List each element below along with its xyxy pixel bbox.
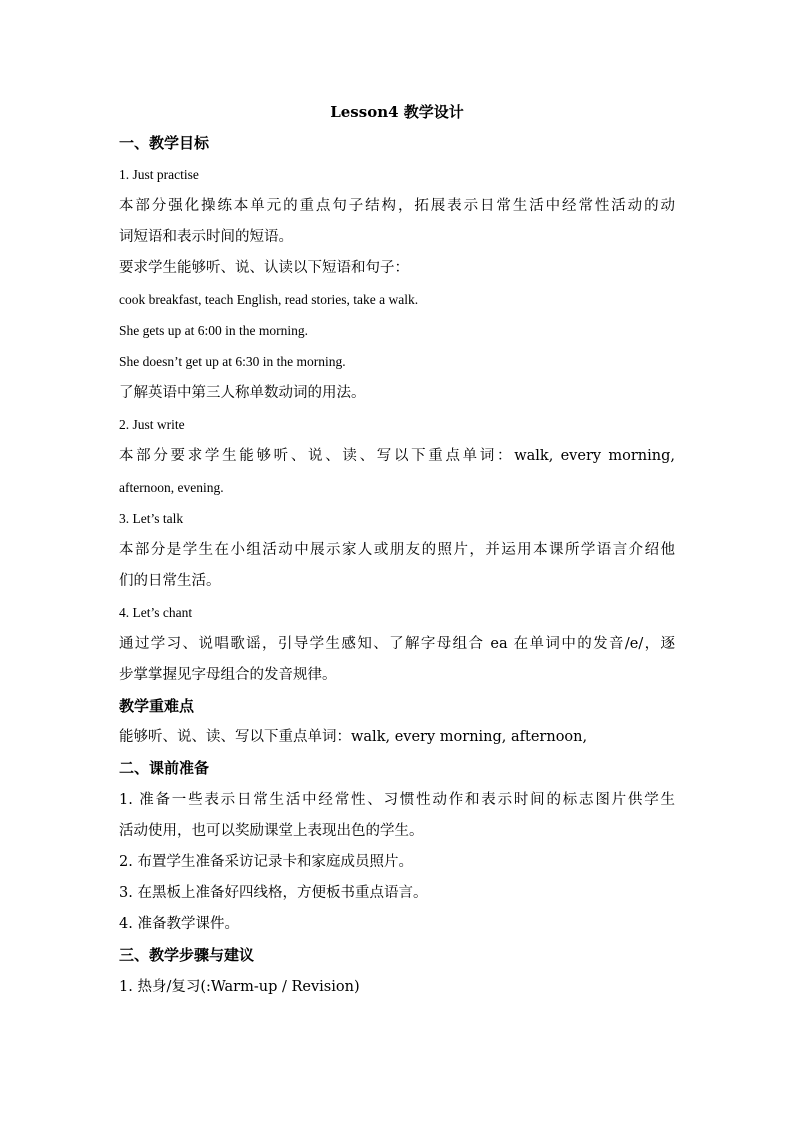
list-item: 1. 热身/复习(:Warm-up / Revision) bbox=[119, 979, 360, 995]
paragraph-line: 步掌掌握见字母组合的发音规律。 bbox=[119, 667, 337, 683]
document-title: Lesson4 教学设计 bbox=[330, 103, 464, 121]
paragraph-line: 通过学习、说唱歌谣，引导学生感知、了解字母组合 ea 在单词中的发音/e/，逐 bbox=[119, 636, 675, 652]
subheading-lets-talk: 3. Let’s talk bbox=[119, 511, 184, 526]
example-sentence: She gets up at 6:00 in the morning. bbox=[119, 323, 308, 338]
section-heading-objectives: 一、教学目标 bbox=[119, 134, 210, 152]
subheading-just-practise: 1. Just practise bbox=[119, 167, 199, 182]
phrase-list: cook breakfast, teach English, read stories, take a walk. bbox=[119, 292, 419, 307]
list-item: 4. 准备教学课件。 bbox=[119, 916, 239, 932]
list-item-continuation: 活动使用，也可以奖励课堂上表现出色的学生。 bbox=[119, 823, 424, 839]
example-sentence: She doesn’t get up at 6:30 in the morning. bbox=[119, 354, 346, 369]
paragraph-line: 们的日常生活。 bbox=[119, 573, 221, 589]
section-heading-steps: 三、教学步骤与建议 bbox=[119, 946, 255, 964]
section-heading-preparation: 二、课前准备 bbox=[119, 759, 210, 777]
subheading-lets-chant: 4. Let’s chant bbox=[119, 605, 193, 620]
section-heading-key-points: 教学重难点 bbox=[119, 697, 195, 715]
paragraph-line: 能够听、说、读、写以下重点单词：walk, every morning, afternoon, bbox=[119, 729, 588, 745]
paragraph-line: 本部分是学生在小组活动中展示家人或朋友的照片，并运用本课所学语言介绍他 bbox=[119, 542, 675, 558]
paragraph-line: 本部分强化操练本单元的重点句子结构，拓展表示日常生活中经常性活动的动 bbox=[119, 198, 675, 214]
paragraph-line: 本部分要求学生能够听、说、读、写以下重点单词：walk, every morning, bbox=[119, 448, 675, 464]
paragraph-line: 了解英语中第三人称单数动词的用法。 bbox=[119, 385, 366, 401]
list-item: 2. 布置学生准备采访记录卡和家庭成员照片。 bbox=[119, 854, 413, 870]
paragraph-line: 词短语和表示时间的短语。 bbox=[119, 229, 293, 245]
paragraph-line: afternoon, evening. bbox=[119, 480, 224, 495]
list-item: 3. 在黑板上准备好四线格，方便板书重点语言。 bbox=[119, 885, 428, 901]
subheading-just-write: 2. Just write bbox=[119, 417, 185, 432]
paragraph-line: 要求学生能够听、说、认读以下短语和句子： bbox=[119, 260, 409, 276]
list-item: 1. 准备一些表示日常生活中经常性、习惯性动作和表示时间的标志图片供学生 bbox=[119, 792, 675, 808]
